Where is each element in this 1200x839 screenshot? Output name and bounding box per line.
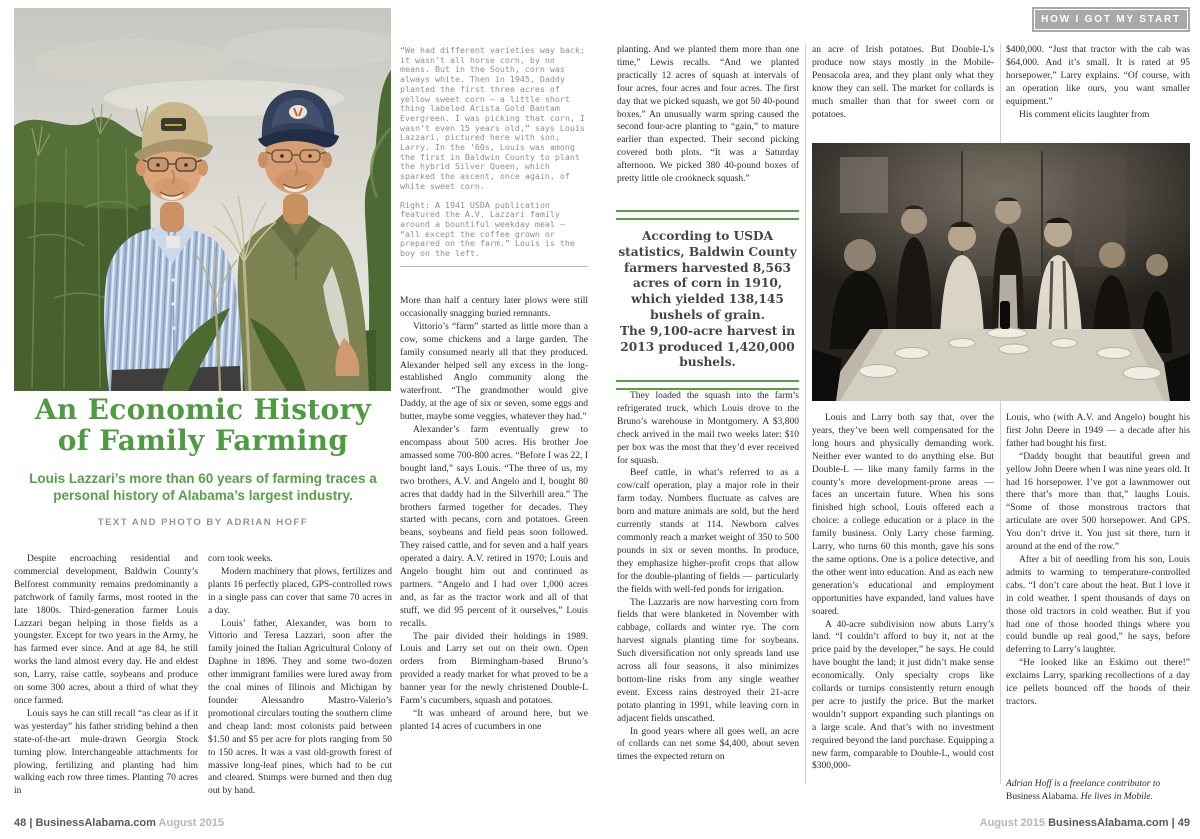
article-title-line1: An Economic History (34, 393, 372, 426)
caption-divider-rule (400, 266, 588, 267)
paragraph: Louis, who (with A.V. and Angelo) bought his first John Deere in 1949 — a decade after his father had bought his first. (1006, 413, 1190, 449)
paragraph: Louis’ father, Alexander, was born to Vittorio and Teresa Lazzari, soon after the family joined the Italian Agricultural Colony of Daphne in 1896. They and some two-dozen other immigrant families were lured away from the coal mines of Illinois and Michigan by founder Alessandro Mastro-Valerio’s promotional circulars touting the southern clime and cheap land: most colonists paid between $1.50 and $5 per acre for plots ranging from 50 to 150 acres. It was a vast old-growth forest of massive long-leaf pines, which had to be cut and cleared. Stumps were burned and then dug out by hand. (208, 618, 392, 797)
farmers-illustration (14, 8, 391, 391)
paragraph: $400,000. “Just that tractor with the cab was $64,000. And it’s small. It is rated at 95 horsepower,” Larry explains. “Of course, with an operation like ours, you want smaller equipment.” (1006, 45, 1190, 107)
section-flag-label: HOW I GOT MY START (1034, 9, 1188, 30)
page49-column-5-bottom (812, 412, 994, 773)
paragraph: planting. And we planted them more than one time,” Lewis recalls. “And we planted practically 12 acres of squash at intervals of four acres, four acres and four acres. The first day that we picked squash, we got 50 40-pound boxes.” An unusually warm spring caused the second four-acre planting to “gain,” to mature earlier than expected. Their second picking covered both plots. “It was a Saturday afternoon. We picked 380 40-pound boxes of pretty little ole crookneck squash.” (617, 45, 799, 185)
photo-1941-family-meal (812, 143, 1190, 401)
page49-column-6-bottom (1006, 412, 1190, 709)
paragraph: Despite encroaching residential and commercial development, Baldwin County’s Belforest community remains predominantly a patchwork of family farms, most rooted in the late 1800s. Third-generation farmer Louis Lazzari began helping in those fields as a youngster. Except for two years in the Army, he has farmed ever since. And at age 84, he still works the land almost every day. He and eldest son, Larry, raise cattle, soybeans and produce on some 300 acres, about a third of what they once farmed. (14, 554, 198, 706)
page48-column-1 (14, 553, 198, 798)
article-title-line2: of Family Farming (57, 424, 349, 457)
callout-top-rule (616, 210, 799, 220)
paragraph: In good years where all goes well, an acre of collards can net some $4,400, about seven times the expected return on (617, 726, 799, 763)
paragraph: The Lazzaris are now harvesting corn from fields that were blanketed in November with cabbage, collards and winter rye. The corn harvest signals planting time for soybeans. Such diversification not only spreads land use across all four seasons, it also minimizes bottom-line risks from any single weather event. Excess rains destroyed their 21-acre potato planting in 1991, while leaving corn in adjacent fields unscathed. (617, 597, 799, 724)
paragraph: Louis says he can still recall “as clear as if it was yesterday” his father striding behind a then state-of-the-art mule-drawn Georgia Stock turning plow. Interchangeable attachments for plowing, fertilizing and planting had him walking each row three times. Planting 70 acres in (14, 708, 198, 797)
page49-column-5-top (812, 44, 994, 121)
photo-farmers-cornfield (14, 8, 391, 391)
site-url: BusinessAlabama.com (1048, 817, 1169, 829)
paragraph: After a bit of needling from his son, Louis admits to warming to temperature-controlled cabs. “I don’t care about the heat. But I love it in cold weather. I spent thousands of days on those old tractors in cold weather. But if you had one of those hooded things where you could bundle up real good,” he says, before deferring to Larry’s laughter. (1006, 554, 1190, 656)
article-title (14, 394, 392, 456)
page49-column-4-bottom (617, 390, 799, 764)
contributor-text: Adrian Hoff is a freelance contributor to (1006, 779, 1161, 789)
family-meal-illustration (812, 143, 1190, 401)
paragraph: “Daddy bought that beautiful green and yellow John Deere when I was nine years old. It had 16 horsepower. I’ve got a lawnmower out there that’s more than that,” laughs Louis. “Some of those monstrous tractors that articulate are over 500 horsepower. And GPS. You don’t drive it. You just sit there, turn it around at the end of the row.” (1006, 451, 1190, 553)
footer-divider: | (29, 817, 33, 829)
paragraph: corn took weeks. (208, 554, 273, 564)
caption-main: “We had different varieties way back; it wasn’t all horse corn, by no means. But in the South, corn was always white. Then in 1945, Daddy planted the first three acres of yellow sweet corn — a little short thing labeled Arista Gold Bantam Evergreen. I was picking that corn, I wasn’t even 15 years old,” says Louis Lazzari, pictured here with son, Larry. In the ’60s, Louis was among the first in Baldwin County to plant the hybrid Silver Queen, which sparked the ascent, once again, of white sweet corn. (400, 45, 585, 191)
callout-text: The 9,100-acre harvest in 2013 produced 1,420,000 bushels. (619, 323, 796, 370)
footer-divider: | (1171, 817, 1175, 829)
column-rule (805, 44, 806, 784)
paragraph: “It was unheard of around here, but we planted 14 acres of cucumbers in one (400, 709, 588, 732)
page49-column-6-top (1006, 44, 1190, 121)
page-number: 48 (14, 817, 27, 829)
paragraph: The pair divided their holdings in 1989. Louis and Larry set out on their own. Open orders from Birmingham-based Bruno’s provided a ready market for what proved to be a banner year for the newly christened Double-L Farm’s cucumbers, squash and potatoes. (400, 631, 588, 707)
paragraph: Beef cattle, in what’s referred to as a cow/calf operation, play a major role in their farm today. Numbers fluctuate as calves are born and mature animals are sold, but the herd currently stands at 114. Newborn calves commonly reach a market weight of 350 to 500 pounds in six or seven months. In produce, they emphasize higher-profit crops that allow for the double-planting of fields — particularly the fields with well-fed ponds for irrigation. (617, 468, 799, 595)
site-url: BusinessAlabama.com (35, 817, 156, 829)
issue-date: August 2015 (979, 817, 1046, 829)
caption-right-photo: Right: A 1941 USDA publication featured the A.V. Lazzari family around a bountiful weekday meal — “all except the coffee grown or prepared on the farm.” Louis is the boy on the left. (400, 199, 575, 259)
paragraph: More than half a century later plows were still occasionally snagging buried remnants. (400, 296, 588, 319)
paragraph: Vittorio’s “farm” started as little more than a cow, some chickens and a large garden. The family consumed nearly all that they produced. Alexander helped sell any excess in the long-established Anglo community along the waterfront. “The grandmother would give Daddy, at the age of six or seven, some eggs and butter, maybe some veggies, whatever they had.” (400, 321, 588, 423)
section-flag (1032, 7, 1190, 32)
paragraph: an acre of Irish potatoes. But Double-L’s produce now stays mostly in the Mobile-Pensacola area, and they plant only what they know they can sell. The market for collards is much smaller than that for sweet corn or potatoes. (812, 45, 994, 120)
footer-left (14, 817, 224, 829)
footer-right (900, 817, 1190, 829)
article-byline: TEXT AND PHOTO BY ADRIAN HOFF (97, 517, 309, 528)
photo-caption-column (400, 46, 588, 268)
page48-column-2 (208, 553, 392, 798)
article-subtitle: Louis Lazzari’s more than 60 years of farming traces a personal history of Alabama’s largest industry. (29, 471, 377, 503)
issue-date: August 2015 (158, 817, 224, 829)
page49-column-4-top (617, 44, 799, 186)
paragraph: A 40-acre subdivision now abuts Larry’s land. “I couldn’t afford to buy it, not at the price paid by the developer,” he says. He could have bought the land; it just didn’t make sense economically. Only specialty crops like collards or turnips consistently return enough per acre to justify the price. But the market wouldn’t support expanding such plantings on a large scale. And that’s with no investment required beyond the land purchase. Equipping a new farm, comparable to Double-L, would cost $300,000- (812, 619, 994, 772)
callout-text: According to USDA statistics, Baldwin County farmers harvested 8,563 acres of corn in 1910, which yielded 138,145 bushels of grain. (618, 229, 797, 322)
paragraph: Louis and Larry both say that, over the years, they’ve been well compensated for the long hours and physically demanding work. Neither ever wanted to do anything else. But Double-L — like many family farms in the county’s more development-prone areas — faces an uncertain future. When his sons finished high school, Louis offered each a choice: a college education or a place in the family business. Only Larry chose farming. Larry, who turns 60 this month, gave his sons the same options. One is a police detective, and the other went into education. And as each new generation’s educational and employment opportunities have expanded, land values have soared. (812, 413, 994, 617)
paragraph: Modern machinery that plows, fertilizes and plants 16 perfectly placed, GPS-controlled rows in a single pass can cover that same 70 acres in a day. (208, 566, 392, 616)
contributor-magazine-name: Business Alabama. (1006, 791, 1079, 802)
paragraph: “He looked like an Eskimo out there!” exclaims Larry, sparking recollections of a day ice pellets bounced off the hoods of their tractors. (1006, 658, 1190, 707)
page48-column-3 (400, 295, 588, 734)
page-number: 49 (1177, 817, 1190, 829)
paragraph: They loaded the squash into the farm’s refrigerated truck, which Louis drove to the Bruno’s warehouse in Montgomery. A $3,800 check arrived in the mail two weeks later: $10 per box was the most that they’d ever received for squash. (617, 391, 799, 466)
paragraph: Alexander’s farm eventually grew to encompass about 500 acres. His brother Joe amassed some 700-800 acres. “Before I was 22, I bought land,” says Louis. “The three of us, my two brothers, A.V. and Angelo and I, bought 80 acres that daddy had in the Silverhill area.” The brothers farmed together for decades. They started with pecans, corn and potatoes. Green beans, soybeans and field peas soon followed. They raised cattle, and for seven and a half years operated a dairy. A.V. retired in 1970; Louis and Angelo bought him out and continued as partners. “Angelo and I had over 1,000 acres and, as far as the tractor work and all of that stuff, we did 95 percent of it ourselves,” Louis recalls. (400, 425, 588, 629)
callout-bottom-rule (616, 380, 799, 390)
contributor-text: He lives in Mobile. (1078, 791, 1153, 802)
contributor-note (1006, 778, 1190, 804)
usda-statistics-callout (616, 210, 799, 390)
paragraph: His comment elicits laughter from (1019, 109, 1150, 120)
